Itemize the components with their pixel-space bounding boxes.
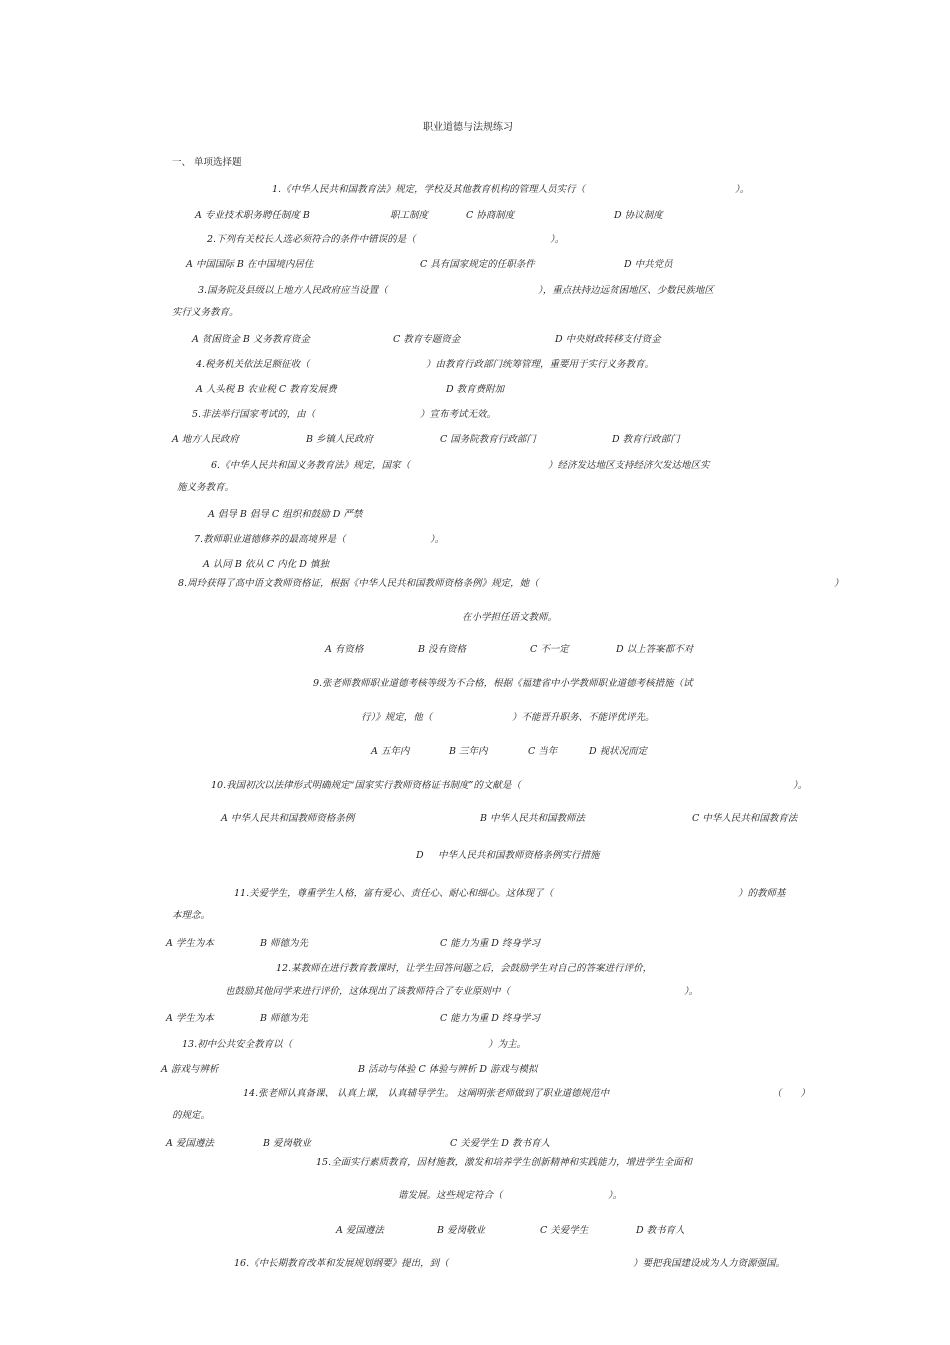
question-2-text-end: ）。 xyxy=(550,234,565,245)
question-8-text-wrap: 在小学担任语文教师。 xyxy=(462,612,558,623)
question-6-option: A 倡导 B 倡导 C 组织和鼓励 D 严禁 xyxy=(208,509,363,520)
question-10-text: 10.我国初次以法律形式明确规定“国家实行教师资格证书制度”的文献是（ xyxy=(211,780,521,791)
question-6-text-cont: ）经济发达地区支持经济欠发达地区实 xyxy=(548,460,710,471)
question-11-option: B 师德为先 xyxy=(260,938,309,949)
question-14-option: B 爱岗敬业 xyxy=(263,1138,312,1149)
question-11-option: C 能力为重 D 终身学习 xyxy=(440,938,540,949)
question-4-text-cont: ）由教育行政部门统筹管理，重要用于实行义务教育。 xyxy=(426,359,655,370)
question-16-text-cont: ）要把我国建设成为人力资源强国。 xyxy=(633,1258,786,1269)
question-1-text-end: ）。 xyxy=(735,184,750,195)
question-13-option: A 游戏与辨析 xyxy=(161,1064,219,1075)
question-12-text-end: ）。 xyxy=(684,986,699,997)
question-15-option: B 爱岗敬业 xyxy=(437,1225,486,1236)
question-11-option: A 学生为本 xyxy=(166,938,214,949)
question-15-option: D 教书育人 xyxy=(636,1225,685,1236)
question-3-text: 3.国务院及县级以上地方人民政府应当设置（ xyxy=(198,285,388,296)
question-4-text: 4.税务机关依法足额征收（ xyxy=(196,359,310,370)
question-12-text-wrap: 也鼓励其他同学来进行评价，这体现出了该教师符合了专业原则中（ xyxy=(225,986,511,997)
question-3-option: A 贫困资金 B 义务教育资金 xyxy=(192,334,310,345)
question-14-option: A 爱国遵法 xyxy=(166,1138,214,1149)
question-14-option: C 关爱学生 D 教书育人 xyxy=(450,1138,550,1149)
question-2-option: A 中国国际 B 在中国境内居住 xyxy=(186,259,314,270)
question-7-option: A 认同 B 依从 C 内化 D 慎独 xyxy=(203,559,329,570)
question-16-text: 16.《中长期教育改革和发展规划纲要》提出，到（ xyxy=(234,1258,449,1269)
question-6-text-wrap: 施义务教育。 xyxy=(177,482,235,493)
question-5-option: C 国务院教育行政部门 xyxy=(440,434,536,445)
question-3-option: D 中央财政转移支付资金 xyxy=(555,334,661,345)
question-11-text: 11.关爱学生，尊重学生人格，富有爱心、责任心、耐心和细心。这体现了（ xyxy=(234,888,554,899)
section-heading: 一、 单项选择题 xyxy=(172,157,242,168)
question-10-option: A 中华人民共和国教师资格条例 xyxy=(221,813,355,824)
question-9-text-wrap: 行）》规定，他（ xyxy=(361,712,433,723)
question-11-text-cont: ）的教师基 xyxy=(738,888,786,899)
question-7-text-end: ）。 xyxy=(430,534,445,545)
question-8-option: B 没有资格 xyxy=(418,644,467,655)
question-14-text: 14.张老师认真备课、 认真上课， 认真辅导学生。 这阐明张老师做到了职业道德规范中 xyxy=(243,1088,610,1099)
question-5-text: 5.非法举行国家考试的，由（ xyxy=(192,409,316,420)
question-4-option: D 教育费附加 xyxy=(446,384,505,395)
page-title: 职业道德与法规练习 xyxy=(423,122,513,133)
question-3-option: C 教育专题资金 xyxy=(393,334,461,345)
question-5-text-cont: ）宣布考试无效。 xyxy=(420,409,497,420)
question-12-option: B 师德为先 xyxy=(260,1013,309,1024)
question-10-option: C 中华人民共和国教育法 xyxy=(692,813,798,824)
question-12-option: C 能力为重 D 终身学习 xyxy=(440,1013,540,1024)
question-10-option: B 中华人民共和国教师法 xyxy=(480,813,586,824)
question-1-option: C 协商制度 xyxy=(466,210,515,221)
question-3-text-cont: ），重点扶持边远贫困地区、少数民族地区 xyxy=(538,285,714,296)
question-7-text: 7.教师职业道德修养的最高境界是（ xyxy=(194,534,346,545)
question-1-option: A 专业技术职务聘任制度 B xyxy=(195,210,310,221)
question-12-option: A 学生为本 xyxy=(166,1013,214,1024)
question-15-option: A 爱国遵法 xyxy=(336,1225,384,1236)
question-10-option-text: 中华人民共和国教师资格条例实行措施 xyxy=(438,850,600,861)
question-5-option: B 乡镇人民政府 xyxy=(306,434,374,445)
question-9-text: 9.张老师教师职业道德考核等级为不合格，根据《福建省中小学教师职业道德考核措施（试 xyxy=(313,678,693,689)
question-2-text: 2.下列有关校长人选必须符合的条件中错误的是（ xyxy=(207,234,416,245)
question-14-text-end: （ ） xyxy=(772,1088,811,1099)
question-8-option: D 以上答案都不对 xyxy=(616,644,694,655)
question-10-text-end: ）。 xyxy=(793,780,808,791)
question-9-option: C 当年 xyxy=(528,746,558,757)
question-1-option: D 协议制度 xyxy=(614,210,663,221)
question-12-text: 12.某教师在进行教育教课时，让学生回答问题之后，会鼓励学生对自己的答案进行评价， xyxy=(276,963,653,974)
question-15-text: 15.全面实行素质教育，因材施教，激发和培养学生创新精神和实践能力，增进学生全面和 xyxy=(316,1157,693,1168)
question-15-text-end: ）。 xyxy=(608,1190,623,1201)
question-1-option: 职工制度 xyxy=(390,210,429,221)
question-9-option: D 视状况而定 xyxy=(589,746,648,757)
question-9-option: A 五年内 xyxy=(371,746,410,757)
question-2-option: C 具有国家规定的任职条件 xyxy=(420,259,535,270)
question-10-option: D xyxy=(416,850,424,861)
question-2-option: D 中共党员 xyxy=(624,259,673,270)
question-8-option: A 有资格 xyxy=(325,644,364,655)
question-13-text-cont: ）为主。 xyxy=(488,1039,527,1050)
question-5-option: D 教育行政部门 xyxy=(612,434,680,445)
question-13-text: 13.初中公共安全教育以（ xyxy=(182,1039,293,1050)
question-13-option: B 活动与体验 C 体验与辨析 D 游戏与模拟 xyxy=(358,1064,538,1075)
question-14-text-wrap: 的规定。 xyxy=(172,1110,211,1121)
question-8-text: 8.周玲获得了高中语文教师资格证，根据《中华人民共和国教师资格条例》规定，她（ xyxy=(178,578,539,589)
question-9-text-cont: ）不能晋升职务、不能评优评先。 xyxy=(512,712,655,723)
question-5-option: A 地方人民政府 xyxy=(172,434,239,445)
question-8-option: C 不一定 xyxy=(530,644,569,655)
question-8-text-end: ） xyxy=(834,578,844,589)
question-9-option: B 三年内 xyxy=(449,746,488,757)
question-6-text: 6.《中华人民共和国义务教育法》规定，国家（ xyxy=(211,460,411,471)
question-1-text: 1.《中华人民共和国教育法》规定，学校及其他教育机构的管理人员实行（ xyxy=(272,184,586,195)
question-15-option: C 关爱学生 xyxy=(540,1225,589,1236)
question-4-option: A 人头税 B 农业税 C 教育发展费 xyxy=(196,384,337,395)
question-11-text-wrap: 本理念。 xyxy=(172,910,211,921)
question-15-text-wrap: 谐发展。这些规定符合（ xyxy=(398,1190,503,1201)
question-3-text-wrap: 实行义务教育。 xyxy=(172,307,239,318)
